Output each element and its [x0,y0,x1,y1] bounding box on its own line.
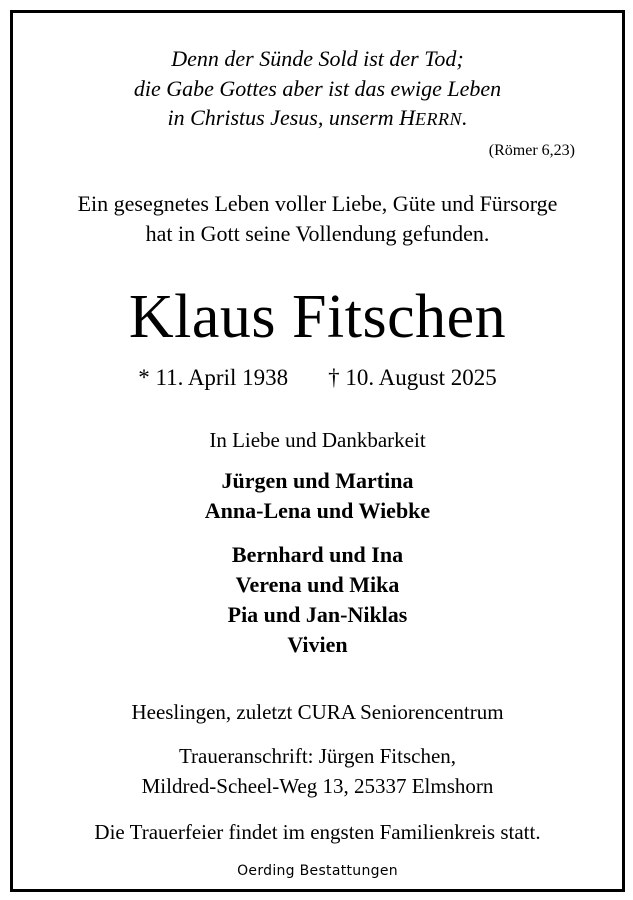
address-line-1: Traueranschrift: Jürgen Fitschen, [178,744,457,768]
mourner-line: Jürgen und Martina [221,468,414,493]
address-line-2: Mildred-Scheel-Weg 13, 25337 Elmshorn [141,774,494,798]
intro-line-2: hat in Gott seine Vollendung gefunden. [145,221,490,246]
funeral-home-credit: Oerding Bestattungen [237,863,398,879]
mourner-line: Anna-Lena und Wiebke [204,498,431,523]
verse-line-3-end: . [462,105,468,130]
ceremony-note: Die Trauerfeier findet im engsten Familienkreis statt. [94,820,541,844]
intro-line-1: Ein gesegnetes Leben voller Liebe, Güte und Fürsorge [77,191,558,216]
mourner-line: Vivien [287,632,348,657]
deceased-name: Klaus Fitschen [128,283,507,351]
verse-line-2: die Gabe Gottes aber ist das ewige Leben [133,76,502,101]
death-date: † 10. August 2025 [328,365,497,390]
location-line: Heeslingen, zuletzt CURA Seniorencentrum [131,700,504,724]
verse-line-1: Denn der Sünde Sold ist der Tod; [171,46,464,71]
mourners-intro: In Liebe und Dankbarkeit [209,428,426,452]
birth-date: * 11. April 1938 [138,365,289,390]
mourner-line: Bernhard und Ina [231,542,404,567]
verse-reference: (Römer 6,23) [488,142,575,159]
verse-line-3-text: in Christus Jesus, unserm H [167,105,415,130]
life-dates [10,363,625,393]
mourner-line: Verena und Mika [235,572,400,597]
verse-line-3 [10,103,625,134]
mourner-line: Pia und Jan-Niklas [227,602,408,627]
verse-line-3-smallcaps: ERRN [415,109,462,129]
